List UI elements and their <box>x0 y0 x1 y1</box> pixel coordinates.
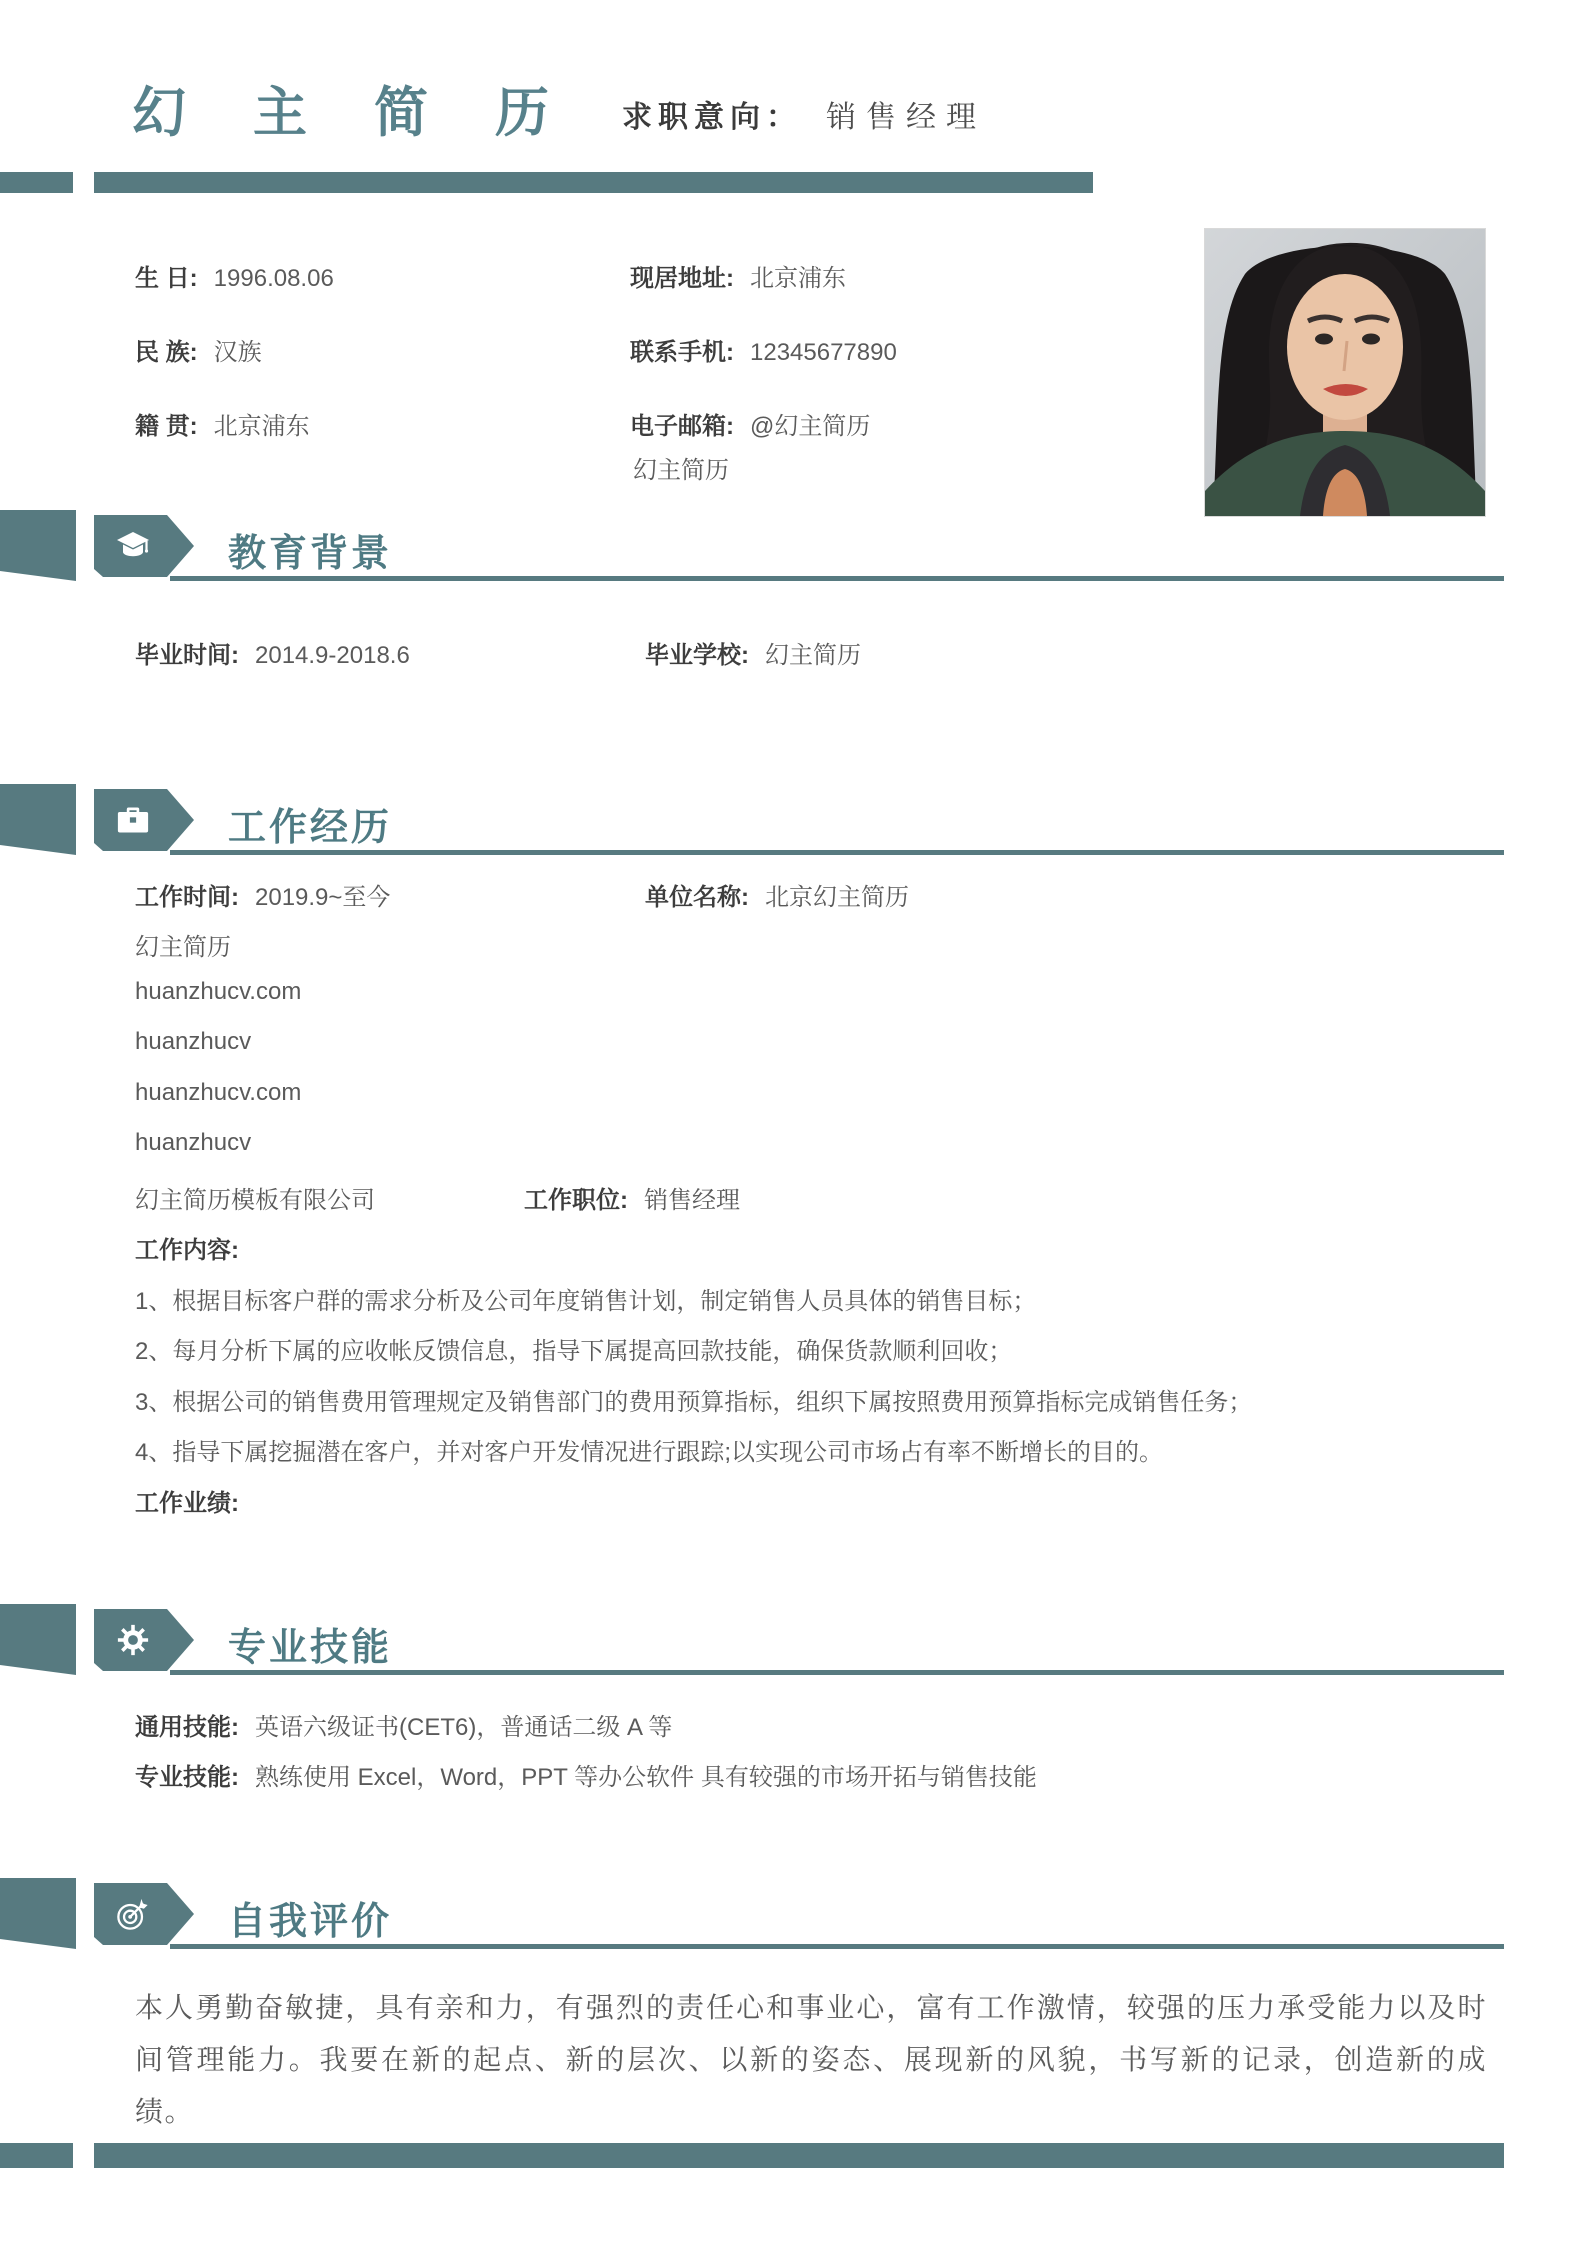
top-bar-left-block <box>0 172 73 193</box>
work-section-title: 工作经历 <box>228 807 393 849</box>
self-eval-badge <box>94 1883 194 1945</box>
info-ethnicity <box>135 332 262 367</box>
company-full-name: 幻主简历模板有限公司 <box>135 1187 375 1214</box>
portrait-illustration <box>1205 229 1485 516</box>
page-title: 幻 主 简 历 <box>132 83 576 143</box>
email-clipped-line: 幻主简历 <box>633 457 729 484</box>
duty-item: 1、根据目标客户群的需求分析及公司年度销售计划，制定销售人员具体的销售目标； <box>135 1288 1037 1315</box>
phone-label: 联系手机: <box>630 339 734 366</box>
duty-item: 3、根据公司的销售费用管理规定及销售部门的费用预算指标，组织下属按照费用预算指标完成销售任务； <box>135 1389 1253 1416</box>
graduation-time-value: 2014.9-2018.6 <box>255 642 410 669</box>
info-phone <box>630 332 897 367</box>
job-intent <box>622 92 986 136</box>
work-achievement-heading <box>135 1483 255 1518</box>
professional-skills-label: 专业技能: <box>135 1764 239 1791</box>
school-value: 幻主简历 <box>765 642 861 669</box>
general-skills-value: 英语六级证书(CET6)，普通话二级 A 等 <box>255 1714 673 1741</box>
gear-icon <box>117 1624 149 1656</box>
education-side-block <box>0 510 76 581</box>
general-skills-label: 通用技能: <box>135 1714 239 1741</box>
education-badge <box>94 515 194 577</box>
education-school <box>645 635 861 670</box>
top-bar <box>94 172 1093 193</box>
address-value: 北京浦东 <box>750 265 846 292</box>
work-side-block <box>0 784 76 855</box>
job-intent-label: 求职意向： <box>622 101 802 134</box>
info-address <box>630 258 846 293</box>
company-line: huanzhucv.com <box>135 1079 302 1106</box>
work-position <box>524 1180 740 1215</box>
ethnicity-value: 汉族 <box>213 339 262 366</box>
company-line: 幻主简历 <box>135 934 231 961</box>
work-badge <box>94 789 194 851</box>
job-intent-value: 销售经理 <box>826 101 986 134</box>
graduation-time-label: 毕业时间: <box>135 642 239 669</box>
phone-value: 12345677890 <box>750 339 897 366</box>
company-label: 单位名称: <box>645 884 749 911</box>
email-label: 电子邮箱: <box>630 413 734 440</box>
professional-skills-value: 熟练使用 Excel，Word，PPT 等办公软件 具有较强的市场开拓与销售技能 <box>255 1764 1037 1791</box>
work-company <box>645 877 909 912</box>
company-line: huanzhucv <box>135 1129 252 1156</box>
duty-item: 4、指导下属挖掘潜在客户，并对客户开发情况进行跟踪;以实现公司市场占有率不断增长的目的。 <box>135 1439 1164 1466</box>
bottom-bar-left-block <box>0 2143 73 2168</box>
school-label: 毕业学校: <box>645 642 749 669</box>
info-native-place <box>135 406 310 441</box>
company-value: 北京幻主简历 <box>765 884 909 911</box>
skills-section-title: 专业技能 <box>228 1627 393 1669</box>
skills-general <box>135 1707 672 1742</box>
education-section-title: 教育背景 <box>228 533 393 575</box>
skills-badge <box>94 1609 194 1671</box>
birthday-label: 生 日: <box>135 265 198 292</box>
skills-professional <box>135 1757 1037 1792</box>
company-line: huanzhucv <box>135 1028 252 1055</box>
self-eval-section-title: 自我评价 <box>228 1901 393 1943</box>
work-content-label: 工作内容: <box>135 1237 239 1264</box>
position-label: 工作职位: <box>524 1187 628 1214</box>
address-label: 现居地址: <box>630 265 734 292</box>
profile-photo <box>1204 228 1486 517</box>
info-email <box>630 406 870 441</box>
work-achievement-label: 工作业绩: <box>135 1490 239 1517</box>
self-eval-side-block <box>0 1878 76 1949</box>
company-line: huanzhucv.com <box>135 978 302 1005</box>
info-birthday <box>135 258 334 293</box>
briefcase-icon <box>117 805 149 835</box>
native-place-label: 籍 贯: <box>135 413 198 440</box>
work-time-label: 工作时间: <box>135 884 239 911</box>
self-evaluation-text: 本人勇勤奋敏捷，具有亲和力，有强烈的责任心和事业心，富有工作激情，较强的压力承受能力以及时间管理能力。我要在新的起点、新的层次、以新的姿态、展现新的风貌，书写新的记录，创造新的成绩。 <box>135 1992 1487 2127</box>
native-place-value: 北京浦东 <box>213 413 310 440</box>
birthday-value: 1996.08.06 <box>213 265 334 292</box>
work-content-heading <box>135 1230 255 1265</box>
bottom-bar <box>94 2143 1504 2168</box>
email-value: @幻主简历 <box>750 413 871 440</box>
education-time <box>135 635 410 670</box>
duty-item: 2、每月分析下属的应收帐反馈信息，指导下属提高回款技能，确保货款顺利回收； <box>135 1338 1013 1365</box>
target-icon <box>116 1897 150 1931</box>
position-value: 销售经理 <box>644 1187 740 1214</box>
work-time-value: 2019.9~至今 <box>255 884 391 911</box>
ethnicity-label: 民 族: <box>135 339 198 366</box>
work-time <box>135 877 390 912</box>
graduation-cap-icon <box>115 531 151 561</box>
skills-side-block <box>0 1604 76 1675</box>
